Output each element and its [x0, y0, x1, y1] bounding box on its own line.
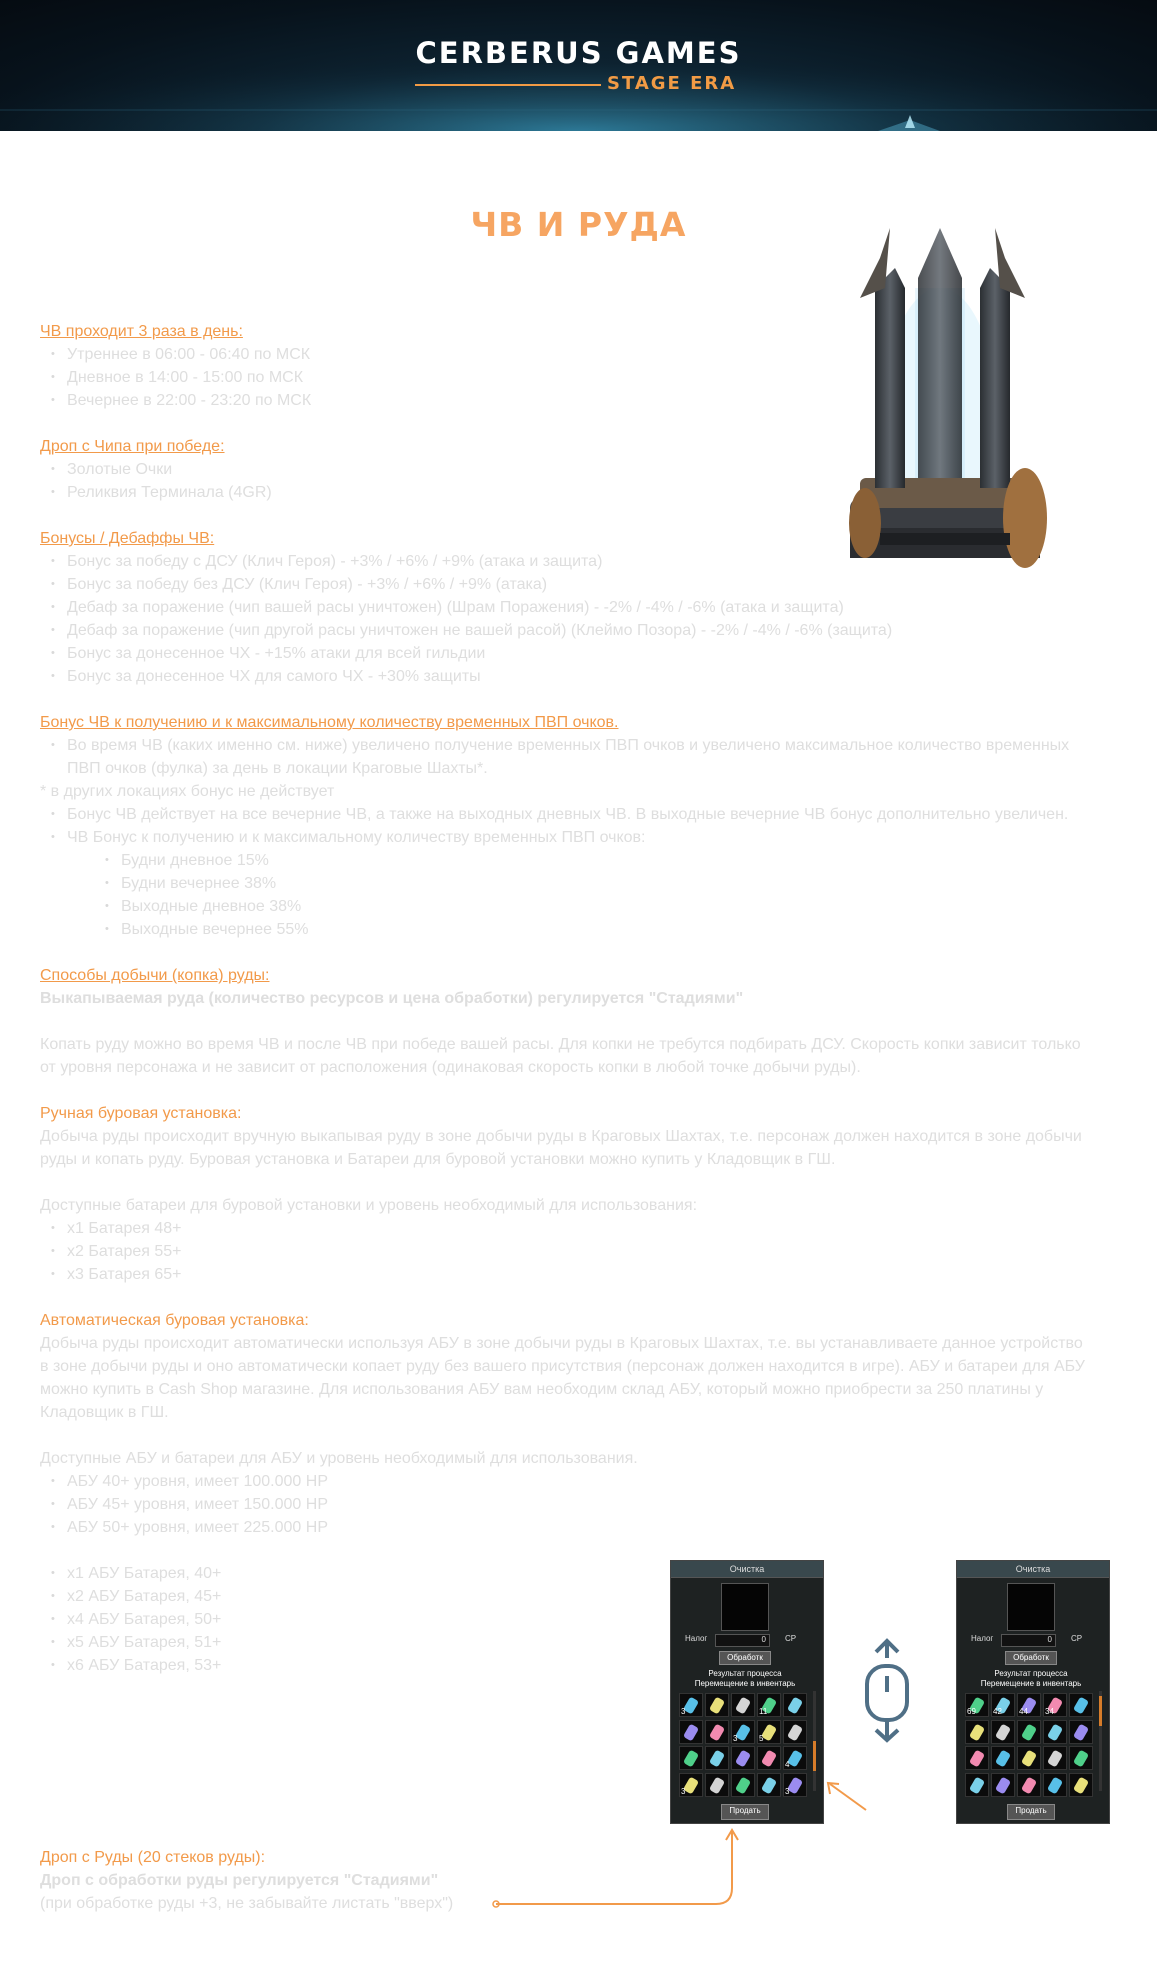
pvp-bonus-subitem: • Будни дневное 15%	[40, 849, 1100, 872]
refine-window-after[interactable]	[956, 1560, 1110, 1824]
ore-gem-icon	[709, 1697, 725, 1715]
ore-gem-icon	[1073, 1776, 1089, 1794]
arrow-line-to-scrollbar	[830, 1784, 866, 1810]
process-button[interactable]: Обработк	[719, 1651, 771, 1665]
mining-heading: Способы добычи (копка) руды:	[40, 967, 270, 984]
result-line2: Перемещение в инвентарь	[980, 1679, 1082, 1688]
abu-unit-item: • АБУ 45+ уровня, имеет 150.000 HP	[40, 1493, 1100, 1516]
sell-button[interactable]: Продать	[1007, 1804, 1055, 1820]
ore-drop-note: (при обработке руды +3, не забывайте листать "вверх")	[40, 1895, 454, 1912]
brand-name: CERBERUS GAMES	[415, 36, 742, 70]
inventory-slot[interactable]	[1069, 1693, 1093, 1717]
mining-bold-note: Выкапываемая руда (количество ресурсов и цена обработки) регулируется "Стадиями"	[40, 990, 744, 1007]
tax-value: 0	[1001, 1634, 1056, 1647]
inventory-slot[interactable]	[1069, 1773, 1093, 1797]
tax-currency: СР	[1071, 1634, 1083, 1643]
abu-battery-item: • x6 АБУ Батарея, 53+	[40, 1654, 1100, 1677]
inventory-slot[interactable]	[965, 1693, 989, 1717]
inventory-slot[interactable]	[991, 1746, 1015, 1770]
refine-window-title: Очистка	[957, 1561, 1109, 1578]
inventory-slot[interactable]	[731, 1746, 755, 1770]
inventory-slot[interactable]	[1043, 1773, 1067, 1797]
schedule-heading: ЧВ проходит 3 раза в день:	[40, 323, 243, 340]
scroll-thumb[interactable]	[813, 1741, 816, 1771]
ore-gem-icon	[1021, 1776, 1037, 1794]
slot-count: 3	[681, 1786, 686, 1796]
ore-gem-icon	[1021, 1750, 1037, 1768]
ore-gem-icon	[735, 1750, 751, 1768]
slot-count: 4	[785, 1760, 790, 1769]
slot-count: 69	[967, 1707, 976, 1716]
inventory-slot[interactable]	[757, 1693, 781, 1717]
buffs-heading: Бонусы / Дебаффы ЧВ:	[40, 530, 215, 547]
battery-item: • x1 Батарея 48+	[40, 1217, 1100, 1240]
manual-drill-text: Добыча руды происходит вручную выкапывая руду в зоне добычи руды в Краговых Шахтах, т.е. персонаж должен находится в зоне добычи руды и копать руду. Буровая установка и Батареи для буровой установки можно купить у Кладовщик в ГШ.	[40, 1128, 1082, 1168]
ore-gem-icon	[683, 1750, 699, 1768]
ore-gem-icon	[1073, 1697, 1089, 1715]
header-banner	[0, 0, 1157, 131]
pvp-bonus-item: • Бонус ЧВ действует на все вечерние ЧВ, а также на выходных дневных ЧВ. В выходные вечерние ЧВ бонус дополнительно увеличен.	[40, 803, 1107, 826]
abu-battery-item: • x4 АБУ Батарея, 50+	[40, 1608, 1100, 1631]
inventory-slot[interactable]	[1069, 1746, 1093, 1770]
inventory-slot[interactable]	[679, 1720, 703, 1744]
slot-count: 3	[681, 1707, 686, 1716]
tax-label: Налог	[971, 1634, 994, 1643]
main-content	[40, 320, 1100, 1677]
chip-drop-item: • Реликвия Терминала (4GR)	[40, 481, 1100, 504]
brand-underline	[415, 84, 601, 86]
inventory-slot[interactable]	[757, 1720, 781, 1744]
mouse-scroll-icon	[862, 1636, 912, 1746]
tax-value: 0	[715, 1634, 770, 1647]
pvp-bonus-note: * в других локациях бонус не действует	[40, 783, 335, 800]
schedule-item: • Дневное в 14:00 - 15:00 по МСК	[40, 366, 1100, 389]
brand-subtitle: STAGE ERA	[607, 73, 737, 94]
inventory-slot[interactable]	[965, 1720, 989, 1744]
auto-drill-text: Добыча руды происходит автоматически используя АБУ в зоне добычи руды в Краговых Шахтах, т.е. вы устанавливаете данное устройство в зоне добычи руды и оно автоматически копает руду без вашего присутствия (персонаж должен находится в игре). АБУ и батареи для АБУ можно купить в Cash Shop магазине. Для использования АБУ вам необходим склад АБУ, который можно приобрести за 250 платины у Кладовщик в ГШ.	[40, 1335, 1085, 1421]
inventory-slot[interactable]	[1017, 1773, 1041, 1797]
ore-gem-icon	[709, 1723, 725, 1741]
tax-label: Налог	[685, 1634, 708, 1643]
result-line2: Перемещение в инвентарь	[694, 1679, 796, 1688]
ore-gem-icon	[1073, 1750, 1089, 1768]
ore-gem-icon	[995, 1776, 1011, 1794]
refine-window-title: Очистка	[671, 1561, 823, 1578]
inventory-slot[interactable]	[705, 1746, 729, 1770]
annotation-arrows	[488, 1780, 868, 1910]
buff-item: • Бонус за донесенное ЧХ для самого ЧХ - +30% защиты	[40, 665, 1100, 688]
inventory-slot[interactable]	[679, 1693, 703, 1717]
refine-input-slot[interactable]	[1007, 1583, 1055, 1631]
result-grid	[965, 1693, 1095, 1797]
result-scrollbar[interactable]	[1099, 1691, 1102, 1791]
slot-count: 5	[759, 1733, 764, 1743]
auto-drill-intro: Доступные АБУ и батареи для АБУ и уровень необходимый для использования.	[40, 1450, 638, 1467]
inventory-slot[interactable]	[1043, 1720, 1067, 1744]
manual-drill-heading: Ручная буровая установка:	[40, 1105, 242, 1122]
battery-item: • x2 Батарея 55+	[40, 1240, 1100, 1263]
inventory-slot[interactable]	[965, 1746, 989, 1770]
result-scrollbar[interactable]	[813, 1691, 816, 1791]
abu-unit-item: • АБУ 40+ уровня, имеет 100.000 HP	[40, 1470, 1100, 1493]
ore-gem-icon	[995, 1723, 1011, 1741]
inventory-slot[interactable]	[731, 1720, 755, 1744]
inventory-slot[interactable]	[783, 1693, 807, 1717]
inventory-slot[interactable]	[1069, 1720, 1093, 1744]
page-title: ЧВ И РУДА	[470, 205, 687, 244]
abu-battery-item: • x2 АБУ Батарея, 45+	[40, 1585, 1100, 1608]
battery-item: • x3 Батарея 65+	[40, 1263, 1100, 1286]
ore-gem-icon	[735, 1697, 751, 1715]
slot-count: 42	[993, 1707, 1002, 1716]
buff-item: • Дебаф за поражение (чип вашей расы уничтожен) (Шрам Поражения) - -2% / -4% / -6% (атака и защита)	[40, 596, 1100, 619]
ore-gem-icon	[1021, 1723, 1037, 1741]
pvp-bonus-subitem: • Выходные вечернее 55%	[40, 918, 1100, 941]
ore-gem-icon	[1073, 1723, 1089, 1741]
ore-drop-bold-note: Дроп с обработки руды регулируется "Стадиями"	[40, 1872, 439, 1889]
inventory-slot[interactable]	[783, 1746, 807, 1770]
schedule-item: • Утреннее в 06:00 - 06:40 по МСК	[40, 343, 1100, 366]
inventory-slot[interactable]	[1017, 1746, 1041, 1770]
sell-button[interactable]: Продать	[721, 1804, 769, 1820]
buff-item: • Бонус за победу с ДСУ (Клич Героя) - +3% / +6% / +9% (атака и защита)	[40, 550, 1100, 573]
slot-count: 34	[1045, 1707, 1054, 1716]
buff-item: • Бонус за победу без ДСУ (Клич Героя) - +3% / +6% / +9% (атака)	[40, 573, 1100, 596]
mining-text: Копать руду можно во время ЧВ и после ЧВ при победе вашей расы. Для копки не требутся подбирать ДСУ. Скорость копки зависит только от уровня персонажа и не зависит от расположения (одинаковая скорость копки в любой точке добычи руды).	[40, 1036, 1081, 1076]
ore-gem-icon	[969, 1723, 985, 1741]
result-text	[675, 1669, 815, 1689]
pvp-bonus-item: • ЧВ Бонус к получению и к максимальному количеству временных ПВП очков:	[40, 826, 1100, 849]
result-text	[961, 1669, 1101, 1689]
ore-gem-icon	[1047, 1750, 1063, 1768]
inventory-slot[interactable]	[991, 1693, 1015, 1717]
buff-item: • Дебаф за поражение (чип другой расы уничтожен не вашей расой) (Клеймо Позора) - -2% / -4% / -6% (защита)	[40, 619, 1100, 642]
tax-currency: СР	[785, 1634, 797, 1643]
inventory-slot[interactable]	[1043, 1746, 1067, 1770]
inventory-slot[interactable]	[1043, 1693, 1067, 1717]
process-button[interactable]: Обработк	[1005, 1651, 1057, 1665]
ore-drop-heading: Дроп с Руды (20 стеков руды):	[40, 1849, 266, 1866]
chip-drop-item: • Золотые Очки	[40, 458, 1100, 481]
ore-gem-icon	[787, 1723, 803, 1741]
inventory-slot[interactable]	[705, 1693, 729, 1717]
manual-drill-batteries-intro: Доступные батареи для буровой установки и уровень необходимый для использования:	[40, 1197, 698, 1214]
ore-gem-icon	[995, 1750, 1011, 1768]
ore-gem-icon	[1047, 1776, 1063, 1794]
abu-battery-item: • x1 АБУ Батарея, 40+	[40, 1562, 1100, 1585]
inventory-slot[interactable]	[679, 1746, 703, 1770]
slot-count: 3	[785, 1786, 790, 1796]
ore-gem-icon	[787, 1697, 803, 1715]
auto-drill-heading: Автоматическая буровая установка:	[40, 1312, 309, 1329]
buff-item: • Бонус за донесенное ЧХ - +15% атаки для всей гильдии	[40, 642, 1100, 665]
chip-drop-heading: Дроп с Чипа при победе:	[40, 438, 225, 455]
tax-row	[675, 1634, 815, 1648]
brand-logo[interactable]	[0, 36, 1157, 94]
arrow-line-to-grid	[496, 1832, 732, 1904]
inventory-slot[interactable]	[1017, 1693, 1041, 1717]
inventory-slot[interactable]	[731, 1693, 755, 1717]
pvp-bonus-subitem: • Выходные дневное 38%	[40, 895, 1100, 918]
tax-row	[961, 1634, 1101, 1648]
inventory-slot[interactable]	[965, 1773, 989, 1797]
inventory-slot[interactable]	[783, 1720, 807, 1744]
schedule-item: • Вечернее в 22:00 - 23:20 по МСК	[40, 389, 1100, 412]
ore-gem-icon	[969, 1750, 985, 1768]
inventory-slot[interactable]	[991, 1720, 1015, 1744]
inventory-slot[interactable]	[705, 1720, 729, 1744]
slot-count: 44	[1019, 1707, 1028, 1716]
pvp-bonus-item: • Во время ЧВ (каких именно см. ниже) увеличено получение временных ПВП очков и увеличено максимальное количество временных ПВП очков (фулка) за день в локации Краговые Шахты*.	[40, 734, 1107, 780]
pvp-bonus-heading: Бонус ЧВ к получению и к максимальному количеству временных ПВП очков.	[40, 714, 619, 731]
ore-gem-icon	[761, 1750, 777, 1768]
slot-count: 3	[733, 1733, 738, 1743]
scroll-thumb[interactable]	[1099, 1696, 1102, 1726]
inventory-slot[interactable]	[757, 1746, 781, 1770]
ore-gem-icon	[1047, 1723, 1063, 1741]
ore-gem-icon	[683, 1723, 699, 1741]
ore-gem-icon	[969, 1776, 985, 1794]
slot-count: 11	[759, 1707, 768, 1716]
abu-battery-item: • x5 АБУ Батарея, 51+	[40, 1631, 1100, 1654]
inventory-slot[interactable]	[1017, 1720, 1041, 1744]
result-line1: Результат процесса	[994, 1669, 1068, 1678]
result-line1: Результат процесса	[708, 1669, 782, 1678]
refine-input-slot[interactable]	[721, 1583, 769, 1631]
ore-gem-icon	[709, 1750, 725, 1768]
abu-unit-item: • АБУ 50+ уровня, имеет 225.000 HP	[40, 1516, 1100, 1539]
pvp-bonus-subitem: • Будни вечернее 38%	[40, 872, 1100, 895]
inventory-slot[interactable]	[991, 1773, 1015, 1797]
